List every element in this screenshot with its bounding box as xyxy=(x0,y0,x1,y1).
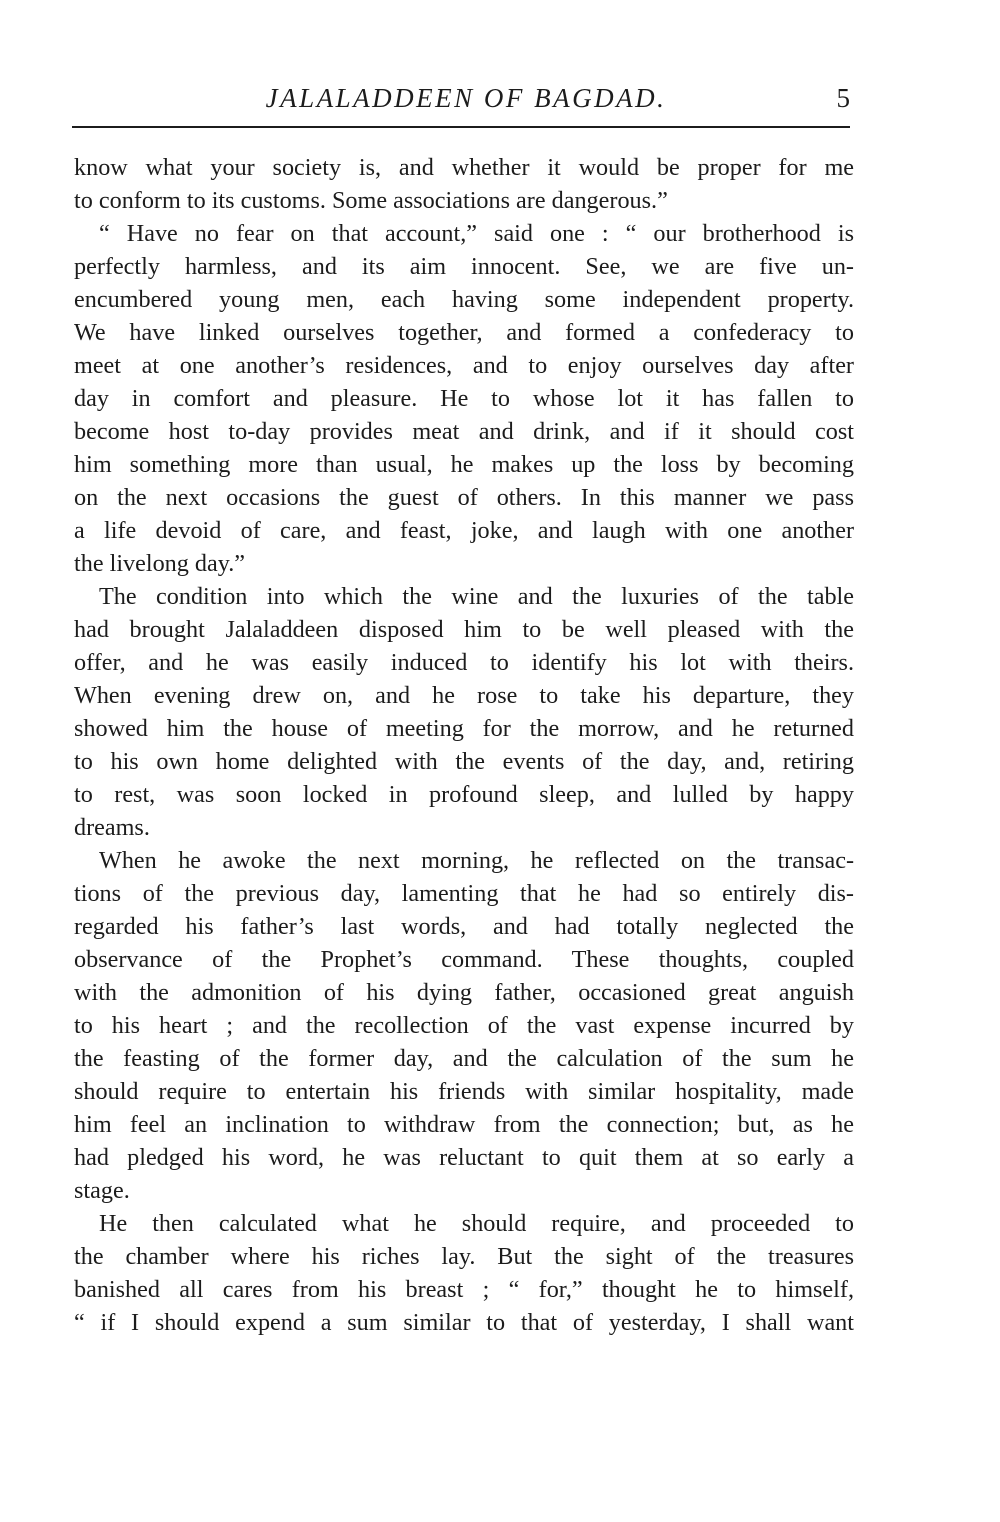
running-title: JALALADDEEN OF BAGDAD. xyxy=(265,83,667,113)
header-rule xyxy=(72,126,850,128)
text-line: the chamber where his riches lay. But the sight of the treasures xyxy=(74,1243,854,1270)
text-line: on the next occasions the guest of others. In this manner we pass xyxy=(74,484,854,511)
text-line: banished all cares from his breast ; “ for,” thought he to himself, xyxy=(74,1276,854,1303)
text-line: tions of the previous day, lamenting that he had so entirely dis- xyxy=(74,880,854,907)
text-line: had pledged his word, he was reluctant to quit them at so early a xyxy=(74,1144,854,1171)
text-line: offer, and he was easily induced to identify his lot with theirs. xyxy=(74,649,854,676)
text-line: dreams. xyxy=(74,814,150,841)
text-line: regarded his father’s last words, and had totally neglected the xyxy=(74,913,854,940)
text-line: him feel an inclination to withdraw from the connection; but, as he xyxy=(74,1111,854,1138)
text-line: “ Have no fear on that account,” said one : “ our brotherhood is xyxy=(99,220,854,247)
text-line: encumbered young men, each having some independent property. xyxy=(74,286,854,313)
text-line: become host to-day provides meat and drink, and if it should cost xyxy=(74,418,854,445)
text-line: showed him the house of meeting for the morrow, and he returned xyxy=(74,715,854,742)
text-line: “ if I should expend a sum similar to that of yesterday, I shall want xyxy=(74,1309,854,1336)
page-header xyxy=(72,80,860,124)
text-line: to rest, was soon locked in profound sleep, and lulled by happy xyxy=(74,781,854,808)
body-text xyxy=(74,151,854,1339)
text-line: meet at one another’s residences, and to enjoy ourselves day after xyxy=(74,352,854,379)
text-line: day in comfort and pleasure. He to whose lot it has fallen to xyxy=(74,385,854,412)
text-line: observance of the Prophet’s command. These thoughts, coupled xyxy=(74,946,854,973)
text-line: with the admonition of his dying father, occasioned great anguish xyxy=(74,979,854,1006)
text-line: to conform to its customs. Some associations are dangerous.” xyxy=(74,187,668,214)
text-line: perfectly harmless, and its aim innocent. See, we are five un- xyxy=(74,253,854,280)
page-number: 5 xyxy=(836,83,850,113)
text-line: him something more than usual, he makes up the loss by becoming xyxy=(74,451,854,478)
text-line: the feasting of the former day, and the calculation of the sum he xyxy=(74,1045,854,1072)
text-line: to his heart ; and the recollection of the vast expense incurred by xyxy=(74,1012,854,1039)
text-line: When evening drew on, and he rose to take his departure, they xyxy=(74,682,854,709)
text-line: We have linked ourselves together, and formed a confederacy to xyxy=(74,319,854,346)
text-line: stage. xyxy=(74,1177,130,1204)
text-line: The condition into which the wine and the luxuries of the table xyxy=(99,583,854,610)
text-line: should require to entertain his friends with similar hospitality, made xyxy=(74,1078,854,1105)
text-line: When he awoke the next morning, he reflected on the transac- xyxy=(99,847,854,874)
text-line: He then calculated what he should require, and proceeded to xyxy=(99,1210,854,1237)
text-line: know what your society is, and whether it would be proper for me xyxy=(74,154,854,181)
text-line: a life devoid of care, and feast, joke, and laugh with one another xyxy=(74,517,854,544)
text-line: to his own home delighted with the events of the day, and, retiring xyxy=(74,748,854,775)
text-line: the livelong day.” xyxy=(74,550,246,577)
text-line: had brought Jalaladdeen disposed him to be well pleased with the xyxy=(74,616,854,643)
